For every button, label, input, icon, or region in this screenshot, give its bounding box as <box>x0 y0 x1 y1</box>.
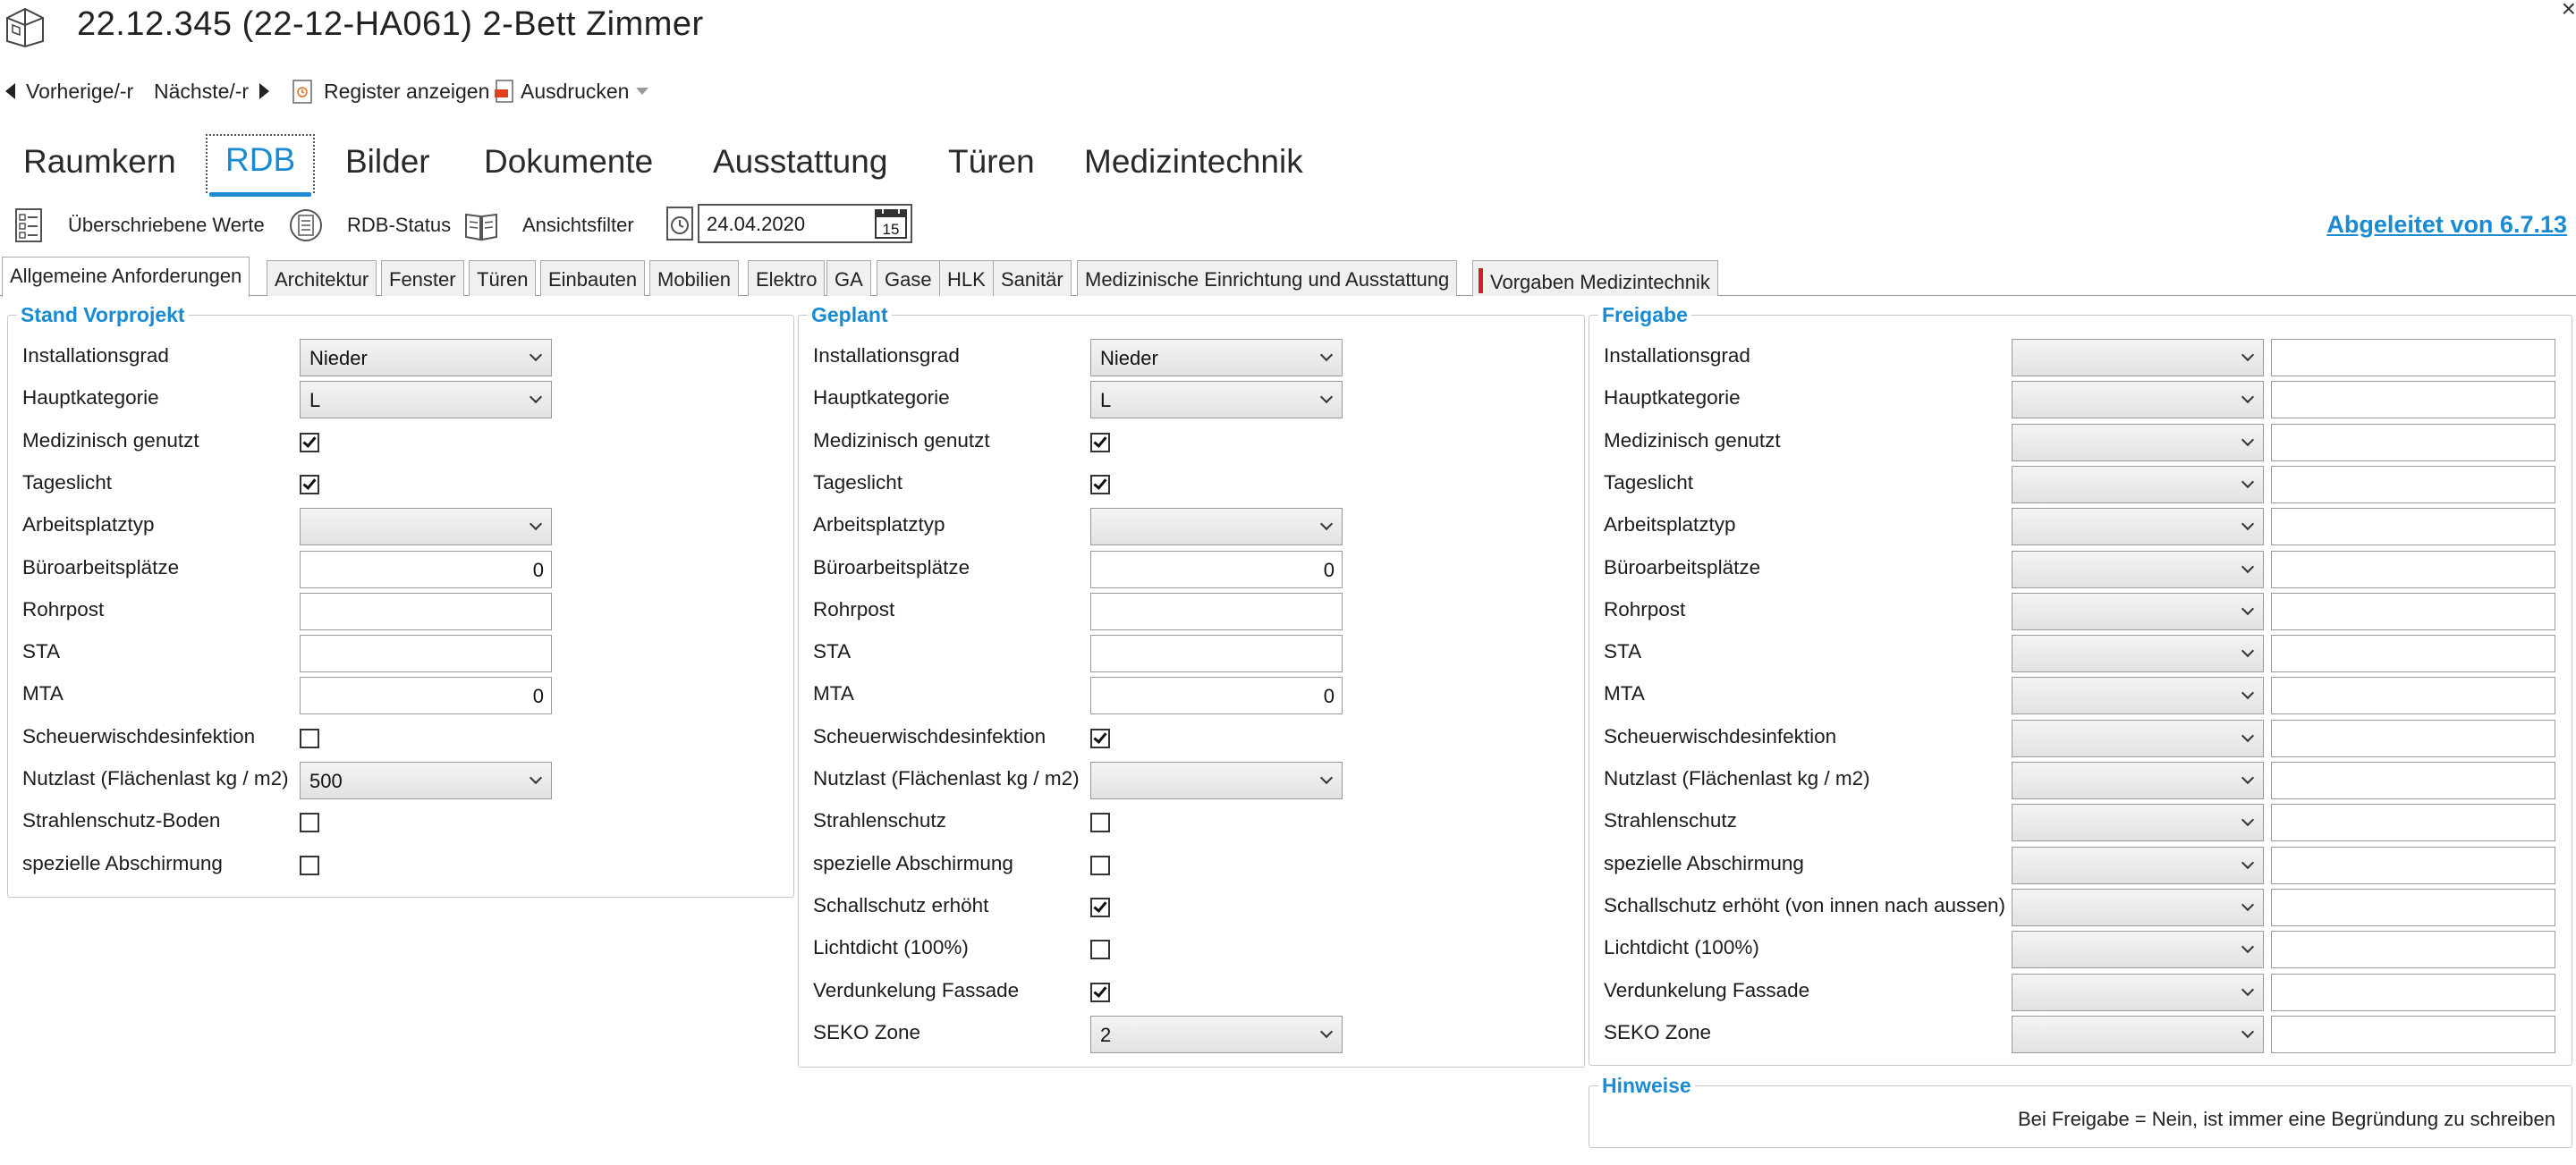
close-icon[interactable]: × <box>2561 0 2576 22</box>
field-row-strahlenschutz-boden <box>8 802 793 843</box>
field-row-hauptkategorie <box>1589 379 2572 420</box>
hauptkategorie-comment-input[interactable] <box>2271 381 2555 418</box>
rdb-toolbar <box>0 200 2576 250</box>
subtab-architektur[interactable]: Architektur <box>267 260 377 296</box>
nutzlast-flaechenlast-kg-m2-comment-input[interactable] <box>2271 762 2555 799</box>
seko-zone-comment-input[interactable] <box>2271 1016 2555 1053</box>
field-row-tageslicht <box>799 464 1584 505</box>
field-row-seko-zone <box>799 1014 1584 1055</box>
navigation-toolbar <box>0 72 894 111</box>
installationsgrad-freigabe-select[interactable] <box>2012 339 2264 376</box>
field-label: Strahlenschutz <box>1604 809 1737 832</box>
chevron-down-icon <box>1320 772 1333 784</box>
overwritten-values-button[interactable] <box>14 206 265 245</box>
field-label: Arbeitsplatztyp <box>1604 513 1736 536</box>
arbeitsplatztyp-select[interactable] <box>1090 508 1343 545</box>
sta-freigabe-select[interactable] <box>2012 635 2264 672</box>
field-row-spezielle-abschirmung <box>8 845 793 886</box>
field-row-hauptkategorie <box>8 379 793 420</box>
field-label: STA <box>1604 640 1642 663</box>
field-label: Arbeitsplatztyp <box>22 513 155 536</box>
field-row-hauptkategorie <box>799 379 1584 420</box>
field-label: Büroarbeitsplätze <box>1604 555 1761 578</box>
field-label: Medizinisch genutzt <box>1604 428 1781 452</box>
mta-input[interactable]: 0 <box>1090 677 1343 714</box>
field-row-spezielle-abschirmung <box>1589 845 2572 886</box>
strahlenschutz-comment-input[interactable] <box>2271 804 2555 841</box>
chevron-down-icon <box>2241 645 2254 657</box>
field-label: Hauptkategorie <box>813 386 950 409</box>
subtab-ga[interactable]: GA <box>826 260 871 296</box>
subtab-hlk[interactable]: HLK <box>939 260 994 296</box>
select-value: L <box>309 389 321 412</box>
chevron-down-icon <box>2241 603 2254 615</box>
mta-comment-input[interactable] <box>2271 677 2555 714</box>
field-row-medizinisch-genutzt <box>1589 422 2572 463</box>
tab-tueren[interactable]: Türen <box>948 143 1035 180</box>
checkmark-icon <box>1093 476 1106 490</box>
tab-bilder[interactable]: Bilder <box>345 143 430 180</box>
field-label: Scheuerwischdesinfektion <box>813 724 1046 747</box>
calendar-day: 15 <box>882 221 900 238</box>
rohrpost-comment-input[interactable] <box>2271 593 2555 630</box>
verdunkelung-fassade-checkbox[interactable] <box>1090 983 1110 1002</box>
chevron-down-icon <box>530 391 542 403</box>
chevron-down-icon <box>2241 983 2254 995</box>
field-label: Schallschutz erhöht <box>813 893 989 916</box>
chevron-down-icon <box>1320 391 1333 403</box>
field-label: SEKO Zone <box>1604 1020 1712 1043</box>
field-label: Büroarbeitsplätze <box>22 555 180 578</box>
field-row-rohrpost <box>8 591 793 632</box>
chevron-down-icon <box>2241 1026 2254 1038</box>
field-row-nutzlast-flaechenlast-kg-m2 <box>1589 760 2572 801</box>
lichtdicht-100-comment-input[interactable] <box>2271 931 2555 968</box>
chevron-down-icon <box>2241 349 2254 361</box>
chevron-down-icon <box>2241 560 2254 572</box>
date-input[interactable] <box>698 204 912 243</box>
field-row-verdunkelung-fassade <box>1589 972 2572 1013</box>
calendar-icon[interactable] <box>875 208 907 239</box>
panel-freigabe <box>1589 303 2572 1066</box>
verdunkelung-fassade-freigabe-select[interactable] <box>2012 974 2264 1011</box>
next-label: Nächste/-r <box>154 79 250 103</box>
register-button[interactable] <box>292 72 489 111</box>
verdunkelung-fassade-comment-input[interactable] <box>2271 974 2555 1011</box>
subtab-fenster[interactable]: Fenster <box>381 260 464 296</box>
spezielle-abschirmung-freigabe-select[interactable] <box>2012 847 2264 884</box>
field-row-medizinisch-genutzt <box>8 422 793 463</box>
field-row-sta <box>8 633 793 674</box>
field-row-medizinisch-genutzt <box>799 422 1584 463</box>
field-row-sta <box>1589 633 2572 674</box>
field-label: Lichtdicht (100%) <box>1604 936 1759 959</box>
field-label: MTA <box>22 682 64 705</box>
chevron-down-icon <box>1320 349 1333 361</box>
schallschutz-erhoeht-von-innen-nach-aussen-comment-input[interactable] <box>2271 889 2555 926</box>
arrow-left-icon <box>5 83 15 99</box>
field-row-installationsgrad <box>799 337 1584 378</box>
field-label: Installationsgrad <box>813 344 960 367</box>
chevron-down-icon <box>2241 899 2254 911</box>
field-label: Strahlenschutz <box>813 809 946 832</box>
bueroarbeitsplaetze-freigabe-select[interactable] <box>2012 551 2264 588</box>
chevron-down-icon <box>1320 1026 1333 1038</box>
installationsgrad-select[interactable] <box>1090 339 1343 376</box>
field-row-rohrpost <box>799 591 1584 632</box>
chevron-down-icon <box>2241 391 2254 403</box>
field-label: spezielle Abschirmung <box>813 851 1013 874</box>
hauptkategorie-select[interactable] <box>1090 381 1343 418</box>
arbeitsplatztyp-freigabe-select[interactable] <box>2012 508 2264 545</box>
book-filter-icon <box>463 207 499 243</box>
bueroarbeitsplaetze-comment-input[interactable] <box>2271 551 2555 588</box>
strahlenschutz-boden-checkbox[interactable] <box>300 813 319 832</box>
chevron-down-icon[interactable] <box>636 88 648 95</box>
subtab-sanitaer[interactable]: Sanitär <box>993 260 1072 296</box>
field-row-scheuerwischdesinfektion <box>8 718 793 759</box>
medizinisch-genutzt-checkbox[interactable] <box>1090 433 1110 452</box>
subtab-elektro[interactable]: Elektro <box>748 260 825 296</box>
chevron-down-icon <box>2241 687 2254 699</box>
previous-button[interactable] <box>5 72 133 111</box>
panel-title: Freigabe <box>1598 303 1691 327</box>
select-value: Nieder <box>1100 347 1158 369</box>
panel-hinweise <box>1589 1074 2572 1148</box>
field-row-tageslicht <box>8 464 793 505</box>
checkmark-icon <box>302 476 316 490</box>
chevron-down-icon <box>2241 476 2254 488</box>
nutzlast-flaechenlast-kg-m2-freigabe-select[interactable] <box>2012 762 2264 799</box>
subtab-medizinische-einrichtung[interactable]: Medizinische Einrichtung und Ausstattung <box>1077 260 1457 296</box>
chevron-down-icon <box>2241 434 2254 446</box>
subtab-einbauten[interactable]: Einbauten <box>540 260 645 296</box>
field-label: Nutzlast (Flächenlast kg / m2) <box>22 767 289 789</box>
field-label: Installationsgrad <box>22 344 169 367</box>
field-label: Medizinisch genutzt <box>22 428 199 452</box>
view-filter-label: Ansichtsfilter <box>522 214 634 236</box>
window-title: 22.12.345 (22-12-HA061) 2-Bett Zimmer <box>77 5 704 43</box>
scheuerwischdesinfektion-checkbox[interactable] <box>300 729 319 748</box>
checkmark-icon <box>1093 730 1106 744</box>
strahlenschutz-freigabe-select[interactable] <box>2012 804 2264 841</box>
rdb-status-label: RDB-Status <box>347 214 452 236</box>
field-label: spezielle Abschirmung <box>1604 851 1804 874</box>
tageslicht-freigabe-select[interactable] <box>2012 466 2264 503</box>
field-label: Rohrpost <box>22 597 105 620</box>
field-row-scheuerwischdesinfektion <box>799 718 1584 759</box>
mta-freigabe-select[interactable] <box>2012 677 2264 714</box>
field-label: Tageslicht <box>22 470 113 494</box>
subtab-gase[interactable]: Gase <box>877 260 940 296</box>
tab-raumkern[interactable]: Raumkern <box>23 143 176 180</box>
medizinisch-genutzt-comment-input[interactable] <box>2271 424 2555 461</box>
field-label: Arbeitsplatztyp <box>813 513 945 536</box>
main-tab-bar <box>0 134 1431 197</box>
tageslicht-comment-input[interactable] <box>2271 466 2555 503</box>
tab-medizintechnik[interactable]: Medizintechnik <box>1084 143 1303 180</box>
field-row-rohrpost <box>1589 591 2572 632</box>
bueroarbeitsplaetze-input[interactable]: 0 <box>300 551 552 588</box>
field-row-bueroarbeitsplaetze <box>1589 549 2572 590</box>
field-label: Scheuerwischdesinfektion <box>1604 724 1837 747</box>
next-button[interactable] <box>154 72 269 111</box>
sub-tab-bar <box>0 257 2576 296</box>
chevron-down-icon <box>2241 518 2254 530</box>
field-row-installationsgrad <box>1589 337 2572 378</box>
mta-input[interactable]: 0 <box>300 677 552 714</box>
installationsgrad-select[interactable] <box>300 339 552 376</box>
field-row-scheuerwischdesinfektion <box>1589 718 2572 759</box>
sta-comment-input[interactable] <box>2271 635 2555 672</box>
field-row-schallschutz-erhoeht <box>799 887 1584 928</box>
pdf-icon <box>494 78 517 105</box>
chevron-down-icon <box>1320 518 1333 530</box>
subtab-tueren[interactable]: Türen <box>469 260 536 296</box>
subtab-vorgaben-medizintechnik[interactable] <box>1472 260 1718 296</box>
view-filter-button[interactable] <box>463 206 634 245</box>
chevron-down-icon <box>2241 857 2254 869</box>
register-icon <box>292 78 315 105</box>
panel-title: Hinweise <box>1598 1074 1695 1098</box>
arbeitsplatztyp-comment-input[interactable] <box>2271 508 2555 545</box>
title-bar <box>0 0 2576 55</box>
field-label: Verdunkelung Fassade <box>813 978 1020 1001</box>
rdb-status-button[interactable] <box>288 206 451 245</box>
field-label: Hauptkategorie <box>22 386 159 409</box>
spezielle-abschirmung-comment-input[interactable] <box>2271 847 2555 884</box>
field-label: STA <box>813 640 852 663</box>
panel-title: Geplant <box>808 303 892 327</box>
sta-input[interactable] <box>300 635 552 672</box>
scheuerwischdesinfektion-checkbox[interactable] <box>1090 729 1110 748</box>
arbeitsplatztyp-select[interactable] <box>300 508 552 545</box>
field-label: Installationsgrad <box>1604 344 1750 367</box>
chevron-down-icon <box>2241 730 2254 742</box>
field-label: MTA <box>1604 682 1645 705</box>
field-row-arbeitsplatztyp <box>8 506 793 547</box>
checkmark-icon <box>1093 983 1106 998</box>
chevron-down-icon <box>2241 814 2254 826</box>
field-label: Nutzlast (Flächenlast kg / m2) <box>1604 767 1870 789</box>
subtab-allgemeine-anforderungen[interactable]: Allgemeine Anforderungen <box>2 257 250 297</box>
field-label: Büroarbeitsplätze <box>813 555 970 578</box>
field-label: Nutzlast (Flächenlast kg / m2) <box>813 767 1080 789</box>
field-label: Hauptkategorie <box>1604 386 1741 409</box>
checklist-icon <box>14 207 45 243</box>
spezielle-abschirmung-checkbox[interactable] <box>1090 856 1110 875</box>
rohrpost-input[interactable] <box>1090 593 1343 630</box>
select-value: 2 <box>1100 1023 1112 1046</box>
scheuerwischdesinfektion-freigabe-select[interactable] <box>2012 720 2264 757</box>
field-label: MTA <box>813 682 854 705</box>
checkmark-icon <box>1093 434 1106 448</box>
field-row-strahlenschutz <box>1589 802 2572 843</box>
select-value: L <box>1100 389 1112 412</box>
previous-label: Vorherige/-r <box>26 79 134 103</box>
nutzlast-flaechenlast-kg-m2-select[interactable] <box>300 762 552 799</box>
building-icon <box>4 5 47 48</box>
field-label: Scheuerwischdesinfektion <box>22 724 256 747</box>
tab-rdb[interactable] <box>206 134 315 193</box>
field-label: Strahlenschutz-Boden <box>22 809 221 832</box>
field-row-sta <box>799 633 1584 674</box>
field-label: SEKO Zone <box>813 1020 921 1043</box>
field-row-arbeitsplatztyp <box>1589 506 2572 547</box>
field-row-schallschutz-erhoeht-von-innen-nach-aussen <box>1589 887 2572 928</box>
field-row-arbeitsplatztyp <box>799 506 1584 547</box>
select-value: Nieder <box>309 347 368 369</box>
seko-zone-freigabe-select[interactable] <box>2012 1016 2264 1053</box>
overwritten-values-label: Überschriebene Werte <box>68 214 265 236</box>
field-row-seko-zone <box>1589 1014 2572 1055</box>
tageslicht-checkbox[interactable] <box>300 475 319 494</box>
field-row-strahlenschutz <box>799 802 1584 843</box>
field-row-tageslicht <box>1589 464 2572 505</box>
field-row-bueroarbeitsplaetze <box>8 549 793 590</box>
arrow-right-icon <box>259 83 269 99</box>
active-tab-underline <box>209 192 311 197</box>
field-row-mta <box>1589 675 2572 716</box>
field-row-nutzlast-flaechenlast-kg-m2 <box>799 760 1584 801</box>
panel-stand-vorprojekt <box>7 303 794 898</box>
field-row-installationsgrad <box>8 337 793 378</box>
hauptkategorie-freigabe-select[interactable] <box>2012 381 2264 418</box>
marker-flag <box>1479 268 1483 293</box>
field-label: Medizinisch genutzt <box>813 428 990 452</box>
select-value: 500 <box>309 770 343 792</box>
panel-geplant <box>798 303 1585 1068</box>
print-label: Ausdrucken <box>521 79 630 103</box>
field-label: spezielle Abschirmung <box>22 851 223 874</box>
field-row-bueroarbeitsplaetze <box>799 549 1584 590</box>
seko-zone-select[interactable] <box>1090 1016 1343 1053</box>
hauptkategorie-select[interactable] <box>300 381 552 418</box>
field-row-mta <box>799 675 1584 716</box>
chevron-down-icon <box>2241 941 2254 953</box>
print-button[interactable] <box>494 72 648 111</box>
field-row-mta <box>8 675 793 716</box>
scheuerwischdesinfektion-comment-input[interactable] <box>2271 720 2555 757</box>
checkmark-icon <box>302 434 316 448</box>
spezielle-abschirmung-checkbox[interactable] <box>300 856 319 875</box>
chevron-down-icon <box>530 349 542 361</box>
tageslicht-checkbox[interactable] <box>1090 475 1110 494</box>
sta-input[interactable] <box>1090 635 1343 672</box>
lichtdicht-100-freigabe-select[interactable] <box>2012 931 2264 968</box>
lichtdicht-100-checkbox[interactable] <box>1090 940 1110 959</box>
field-label: Tageslicht <box>1604 470 1694 494</box>
field-label: STA <box>22 640 61 663</box>
installationsgrad-comment-input[interactable] <box>2271 339 2555 376</box>
status-document-icon <box>288 207 324 243</box>
tab-ausstattung[interactable]: Ausstattung <box>713 143 888 180</box>
strahlenschutz-checkbox[interactable] <box>1090 813 1110 832</box>
register-label: Register anzeigen <box>324 79 490 103</box>
field-label: Rohrpost <box>1604 597 1686 620</box>
medizinisch-genutzt-checkbox[interactable] <box>300 433 319 452</box>
field-row-lichtdicht-100 <box>1589 929 2572 970</box>
nutzlast-flaechenlast-kg-m2-select[interactable] <box>1090 762 1343 799</box>
field-row-verdunkelung-fassade <box>799 972 1584 1013</box>
field-label: Schallschutz erhöht (von innen nach aussen) <box>1604 893 2006 916</box>
derived-from-link[interactable]: Abgeleitet von 6.7.13 <box>2326 211 2567 238</box>
chevron-down-icon <box>530 772 542 784</box>
medizinisch-genutzt-freigabe-select[interactable] <box>2012 424 2264 461</box>
bueroarbeitsplaetze-input[interactable]: 0 <box>1090 551 1343 588</box>
panel-title: Stand Vorprojekt <box>17 303 189 327</box>
field-label: Rohrpost <box>813 597 895 620</box>
tab-dokumente[interactable]: Dokumente <box>484 143 654 180</box>
rohrpost-freigabe-select[interactable] <box>2012 593 2264 630</box>
field-label: Tageslicht <box>813 470 903 494</box>
field-row-nutzlast-flaechenlast-kg-m2 <box>8 760 793 801</box>
chevron-down-icon <box>2241 772 2254 784</box>
field-label: Verdunkelung Fassade <box>1604 978 1810 1001</box>
field-row-spezielle-abschirmung <box>799 845 1584 886</box>
date-value: 24.04.2020 <box>707 213 806 235</box>
schallschutz-erhoeht-von-innen-nach-aussen-freigabe-select[interactable] <box>2012 889 2264 926</box>
field-label: Lichtdicht (100%) <box>813 936 969 959</box>
subtab-vorgaben-label: Vorgaben Medizintechnik <box>1490 271 1710 293</box>
schallschutz-erhoeht-checkbox[interactable] <box>1090 898 1110 917</box>
checkmark-icon <box>1093 899 1106 913</box>
subtab-mobilien[interactable]: Mobilien <box>649 260 739 296</box>
field-row-lichtdicht-100 <box>799 929 1584 970</box>
chevron-down-icon <box>530 518 542 530</box>
clock-icon <box>665 206 694 241</box>
tab-rdb-label: RDB <box>225 141 296 178</box>
hint-text: Bei Freigabe = Nein, ist immer eine Begründung zu schreiben <box>2017 1108 2555 1130</box>
rohrpost-input[interactable] <box>300 593 552 630</box>
